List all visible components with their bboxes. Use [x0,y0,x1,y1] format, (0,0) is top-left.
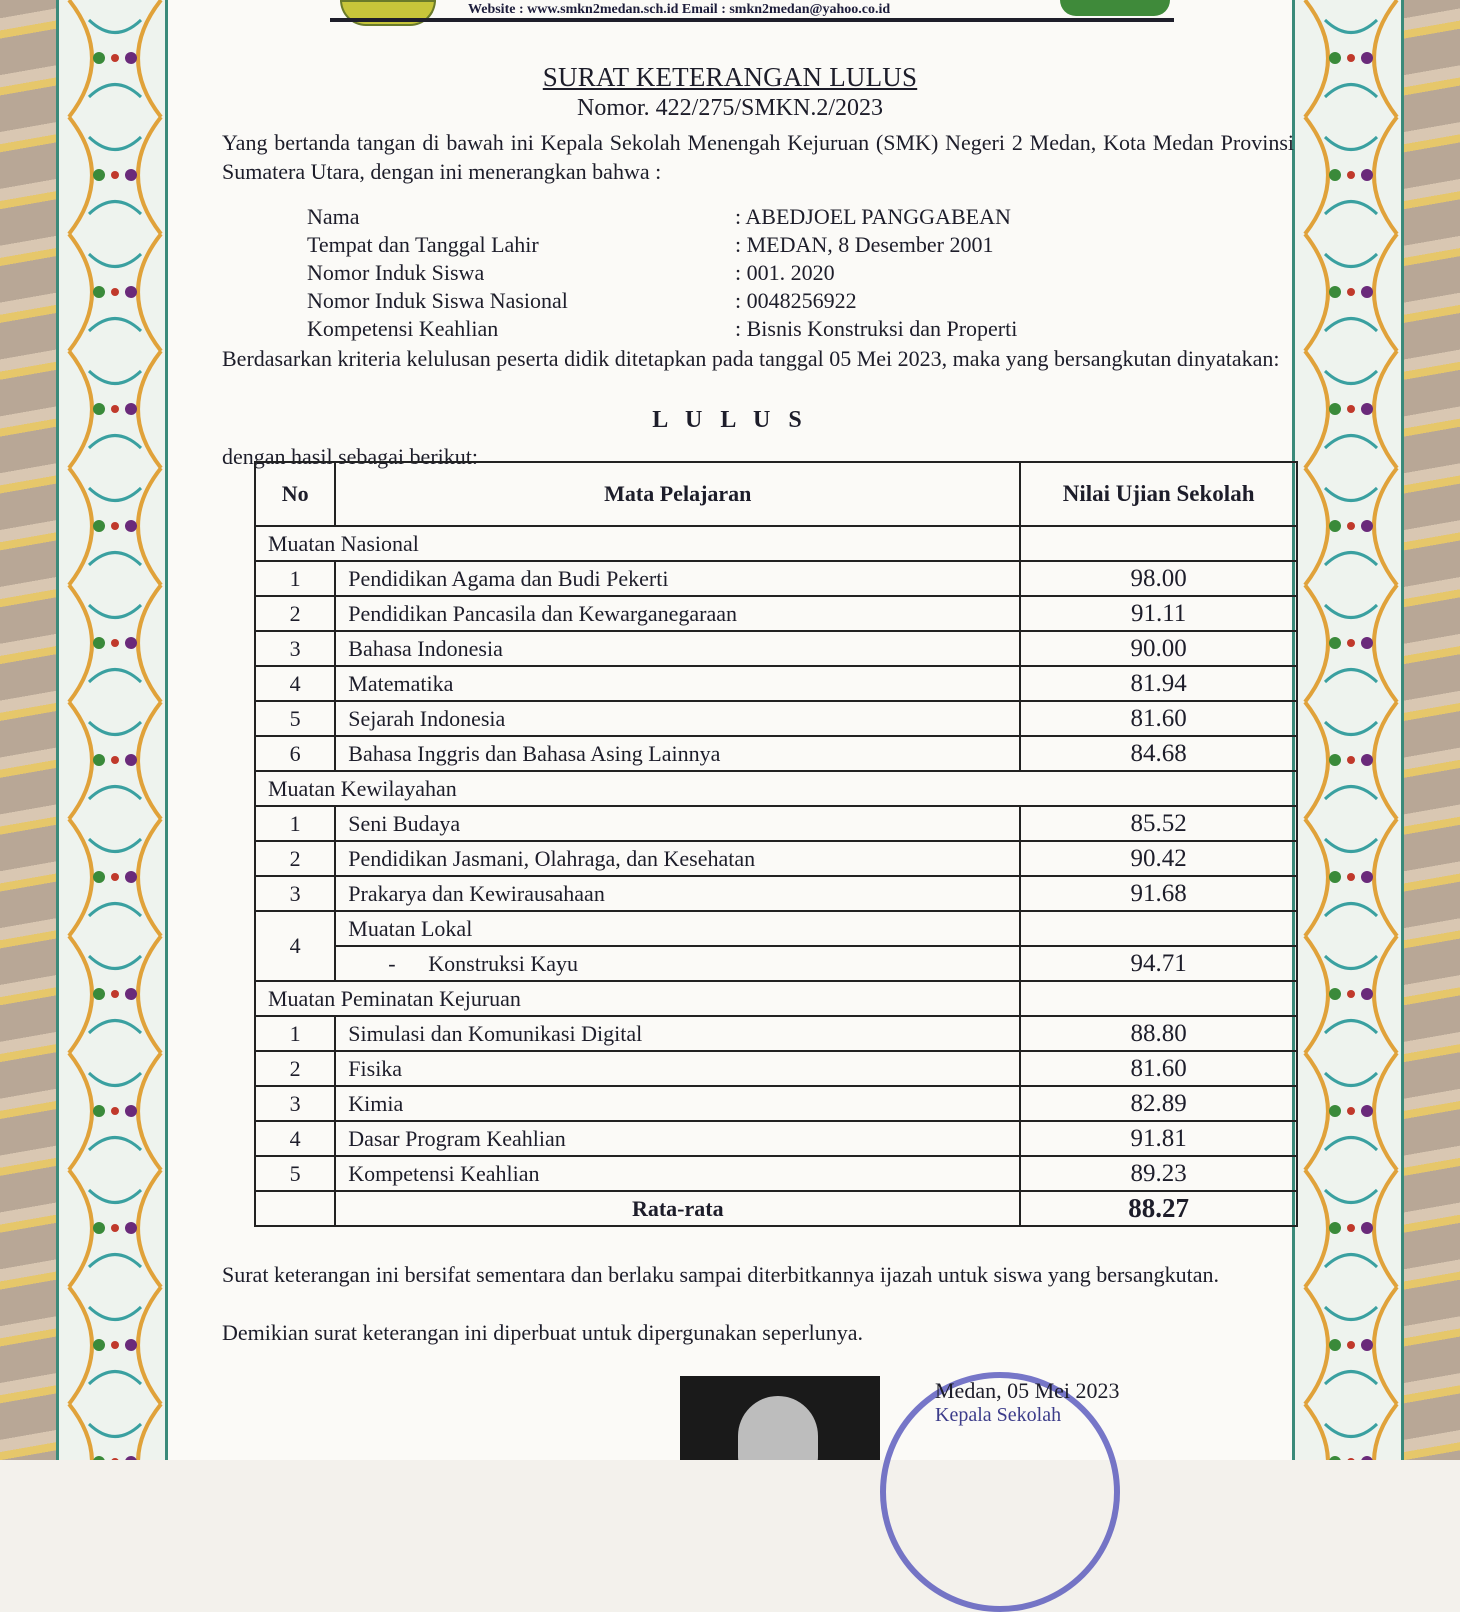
row-no: 6 [255,736,335,771]
ornamental-border-right [1292,0,1404,1460]
row-subject: Simulasi dan Komunikasi Digital [335,1016,1020,1051]
average-value: 88.27 [1020,1191,1297,1226]
ornament-motif [69,1053,161,1170]
ornament-motif [69,585,161,702]
row-no: 5 [255,1156,335,1191]
row-subject: Matematika [335,666,1020,701]
row-subject: Pendidikan Jasmani, Olahraga, dan Kesehatan [335,841,1020,876]
school-logo [340,0,436,26]
place-date: Medan, 05 Mei 2023 [935,1378,1120,1403]
row-no: 3 [255,631,335,666]
row-score: 88.80 [1020,1016,1297,1051]
table-row [255,1121,1297,1156]
row-no: 3 [255,1086,335,1121]
row-score: 98.00 [1020,561,1297,596]
row-subject: Seni Budaya [335,806,1020,841]
group-row [255,526,1297,561]
group-name: Muatan Kewilayahan [255,771,1297,806]
ornament-motif [1305,1053,1397,1170]
row-no: 4 [255,1121,335,1156]
results-intro: dengan hasil sebagai berikut: [222,444,478,469]
signer-title: Kepala Sekolah [935,1404,1062,1426]
header-no: No [255,462,335,526]
ornament-motif [1305,468,1397,585]
ornament-motif [69,702,161,819]
header-score: Nilai Ujian Sekolah [1020,462,1297,526]
row-score: 85.52 [1020,806,1297,841]
row-subject: Kimia [335,1086,1020,1121]
row-score: 84.68 [1020,736,1297,771]
row-subject: Fisika [335,1051,1020,1086]
group-empty-cell [1020,526,1297,561]
header-divider [330,18,1174,22]
photo-face [738,1396,818,1460]
student-identity [307,204,1297,344]
identity-label: Tempat dan Tanggal Lahir [307,232,539,257]
intro-paragraph: Yang bertanda tangan di bawah ini Kepala Sekolah Menengah Kejuruan (SMK) Negeri 2 Medan, Kota Medan Provinsi Sumatera Utara, dengan ini menerangkan bahwa : [222,130,1294,184]
ornament-motif [69,1170,161,1287]
row-score-empty [1020,911,1297,946]
table-row [255,841,1297,876]
row-no: 3 [255,876,335,911]
closing-statement: Demikian surat keterangan ini diperbuat untuk dipergunakan seperlunya. [222,1320,864,1345]
table-row [255,666,1297,701]
ornament-motif [69,1404,161,1460]
sub-subject-label: Konstruksi Kayu [428,950,578,976]
result-heading: L U L U S [652,407,808,433]
student-photo [680,1376,880,1460]
average-row [255,1191,1297,1226]
document-number: Nomor. 422/275/SMKN.2/2023 [576,95,884,121]
document-title: SURAT KETERANGAN LULUS [542,62,918,92]
province-logo [1060,0,1170,16]
group-empty-cell [1020,981,1297,1016]
row-no: 1 [255,561,335,596]
row-score: 89.23 [1020,1156,1297,1191]
ornament-motif [1305,1404,1397,1460]
ornament-motif [69,468,161,585]
row-subject: Sejarah Indonesia [335,701,1020,736]
row-subject: Bahasa Inggris dan Bahasa Asing Lainnya [335,736,1020,771]
sub-dash: - [388,950,396,976]
row-subject: Dasar Program Keahlian [335,1121,1020,1156]
ornament-motif [69,117,161,234]
row-score: 91.11 [1020,596,1297,631]
row-score: 94.71 [1020,946,1297,981]
row-score: 90.42 [1020,841,1297,876]
identity-row [307,316,1297,344]
identity-value: : 0048256922 [735,288,857,313]
average-empty-cell [255,1191,335,1226]
ornament-pattern-right [1292,0,1404,1460]
row-subject: Kompetensi Keahlian [335,1156,1020,1191]
ornament-motif [69,1287,161,1404]
identity-row [307,232,1297,260]
row-no: 5 [255,701,335,736]
table-row [255,806,1297,841]
ornament-motif [1305,585,1397,702]
outer-border-left [0,0,56,1460]
identity-value: : 001. 2020 [735,260,835,285]
ornament-motif [69,234,161,351]
closing-paragraph: Surat keterangan ini bersifat sementara dan berlaku sampai diterbitkannya ijazah untuk siswa yang bersangkutan. [222,1262,1219,1287]
average-label: Rata-rata [335,1191,1020,1226]
group-row [255,771,1297,806]
ornament-motif [1305,234,1397,351]
table-row [255,561,1297,596]
identity-label: Nomor Induk Siswa Nasional [307,288,568,313]
identity-label: Nama [307,204,360,229]
row-score: 81.60 [1020,1051,1297,1086]
outer-border-right [1404,0,1460,1460]
table-row [255,1086,1297,1121]
row-score: 91.81 [1020,1121,1297,1156]
identity-label: Kompetensi Keahlian [307,316,499,341]
table-row [255,701,1297,736]
row-subsubject [335,946,1020,981]
table-row [255,876,1297,911]
table-row [255,1051,1297,1086]
identity-value: : Bisnis Konstruksi dan Properti [735,316,1018,341]
row-score: 81.94 [1020,666,1297,701]
row-no: 4 [255,666,335,701]
table-header-row [255,462,1297,526]
identity-row [307,204,1297,232]
row-no: 2 [255,1051,335,1086]
table-row [255,596,1297,631]
ornament-motif [1305,117,1397,234]
ornament-motif [1305,1170,1397,1287]
ornament-motif [1305,819,1397,936]
row-subject: Pendidikan Agama dan Budi Pekerti [335,561,1020,596]
row-score: 81.60 [1020,701,1297,736]
identity-value: : ABEDJOEL PANGGABEAN [735,204,1011,229]
row-score: 90.00 [1020,631,1297,666]
table-row [255,1156,1297,1191]
group-row [255,981,1297,1016]
criteria-paragraph: Berdasarkan kriteria kelulusan peserta didik ditetapkan pada tanggal 05 Mei 2023, maka yang bersangkutan dinyatakan: [222,346,1280,371]
ornament-pattern-left [56,0,168,1460]
table-row [255,736,1297,771]
row-no: 2 [255,841,335,876]
row-subject: Pendidikan Pancasila dan Kewarganegaraan [335,596,1020,631]
group-name: Muatan Nasional [255,526,1020,561]
table-row [255,946,1297,981]
header-subject: Mata Pelajaran [335,462,1020,526]
row-subject: Bahasa Indonesia [335,631,1020,666]
row-score: 91.68 [1020,876,1297,911]
ornamental-border-left [56,0,168,1460]
row-no: 1 [255,806,335,841]
ornament-motif [69,819,161,936]
row-subject: Muatan Lokal [335,911,1020,946]
identity-row [307,288,1297,316]
row-no: 1 [255,1016,335,1051]
row-no: 2 [255,596,335,631]
row-score: 82.89 [1020,1086,1297,1121]
ornament-motif [1305,1287,1397,1404]
header-contact-line: Website : www.smkn2medan.sch.id Email : smkn2medan@yahoo.co.id [468,2,891,17]
identity-value: : MEDAN, 8 Desember 2001 [735,232,994,257]
row-no: 4 [255,911,335,981]
ornament-motif [1305,936,1397,1053]
identity-row [307,260,1297,288]
identity-label: Nomor Induk Siswa [307,260,485,285]
table-row [255,1016,1297,1051]
ornament-motif [69,936,161,1053]
row-subject: Prakarya dan Kewirausahaan [335,876,1020,911]
table-row [255,631,1297,666]
ornament-motif [1305,702,1397,819]
grades-table [254,461,1298,1227]
table-row [255,911,1297,946]
group-name: Muatan Peminatan Kejuruan [255,981,1020,1016]
